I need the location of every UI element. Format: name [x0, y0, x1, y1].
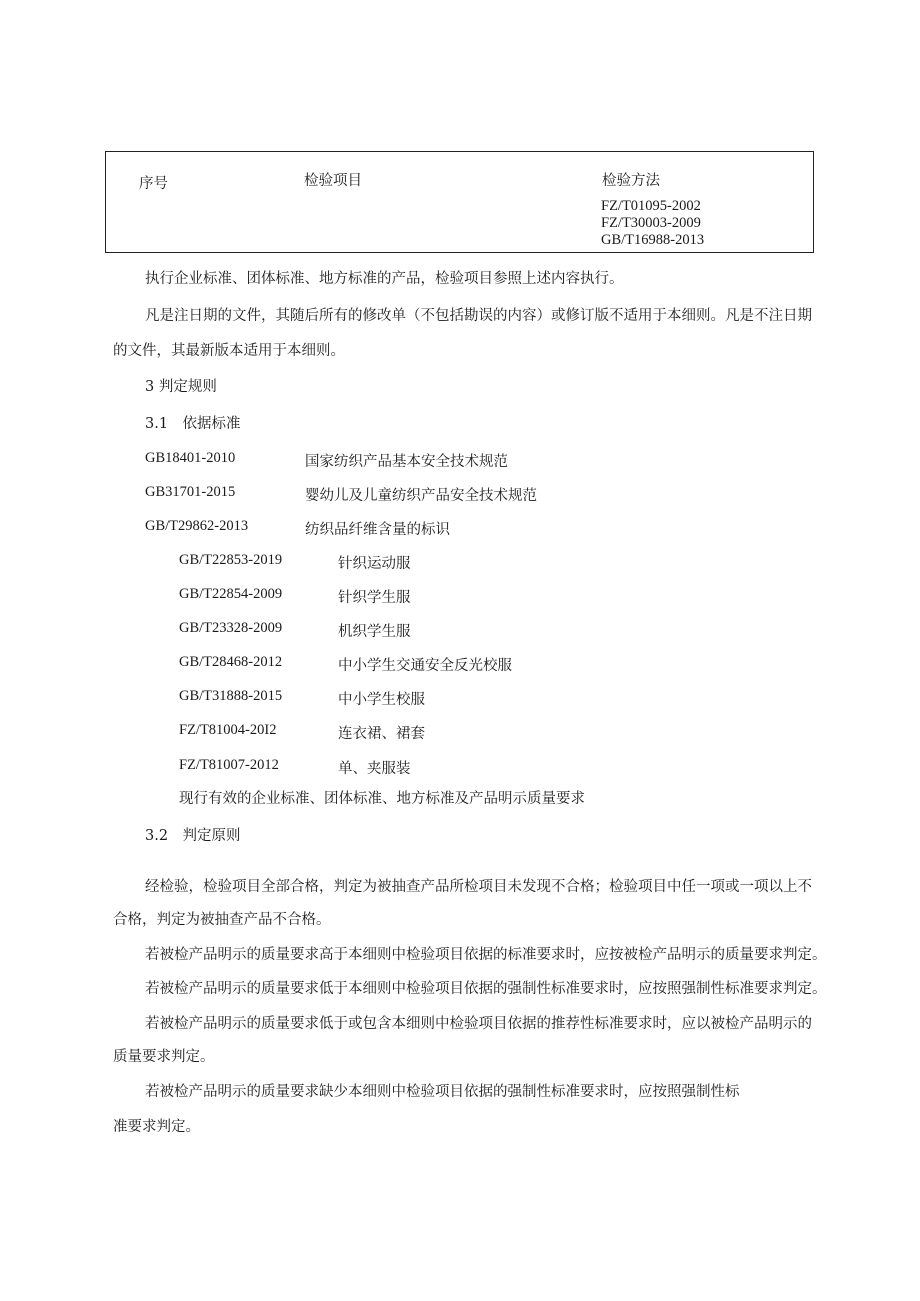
rule-4-line1: 若被检产品明示的质量要求低于或包含本细则中检验项目依据的推荐性标准要求时，应以被检产品明示的 — [145, 1016, 812, 1032]
standard-name: 中小学生交通安全反光校服 — [338, 658, 512, 674]
rule-1-line1: 经检验，检验项目全部合格，判定为被抽查产品所检项目未发现不合格；检验项目中任一项或一项以上不 — [145, 879, 812, 895]
standard-name: 中小学生校服 — [338, 692, 425, 708]
rule-1-line2: 合格，判定为被抽查产品不合格。 — [113, 912, 331, 928]
rule-4-line2: 质量要求判定。 — [113, 1049, 215, 1065]
table-header-item: 检验项目 — [304, 173, 362, 189]
standard-code: GB/T29862-2013 — [145, 518, 249, 534]
paragraph-dated-docs-line1: 凡是注日期的文件，其随后所有的修改单（不包括勘误的内容）或修订版不适用于本细则。凡是不注日期 — [145, 308, 812, 324]
paragraph-dated-docs-line2: 的文件，其最新版本适用于本细则。 — [113, 343, 345, 359]
standard-code: GB/T22854-2009 — [179, 586, 283, 602]
standard-code: GB/T28468-2012 — [179, 654, 283, 670]
methods-table — [105, 151, 814, 253]
standard-name: 连衣裙、裙套 — [338, 726, 425, 742]
standard-name: 单、夹服装 — [338, 761, 411, 777]
table-header-index: 序号 — [139, 176, 168, 192]
method-standard-3: GB/T16988-2013 — [601, 232, 705, 248]
section-3-2-title: 3.2 判定原则 — [145, 828, 241, 844]
method-standard-1: FZ/T01095-2002 — [601, 198, 701, 214]
rule-5-line2: 准要求判定。 — [113, 1119, 200, 1135]
standard-code: GB/T23328-2009 — [179, 620, 283, 636]
standard-code: FZ/T81007-2012 — [179, 757, 279, 773]
section-3-1-title: 3.1 依据标准 — [145, 416, 241, 432]
rule-5-line1: 若被检产品明示的质量要求缺少本细则中检验项目依据的强制性标准要求时，应按照强制性标 — [145, 1084, 740, 1100]
standard-name: 婴幼儿及儿童纺织产品安全技术规范 — [305, 488, 537, 504]
standard-code: GB31701-2015 — [145, 484, 236, 500]
standard-name: 国家纺织产品基本安全技术规范 — [305, 454, 508, 470]
section-3-title: 3 判定规则 — [145, 379, 217, 395]
paragraph-enterprise-standards: 执行企业标准、团体标准、地方标准的产品，检验项目参照上述内容执行。 — [145, 271, 624, 287]
standard-code: GB/T22853-2019 — [179, 552, 283, 568]
standards-note: 现行有效的企业标准、团体标准、地方标准及产品明示质量要求 — [179, 791, 585, 807]
standard-code: FZ/T81004-20I2 — [179, 722, 277, 738]
standard-code: GB18401-2010 — [145, 450, 236, 466]
rule-2: 若被检产品明示的质量要求高于本细则中检验项目依据的标准要求时，应按被检产品明示的质量要求判定。 — [145, 947, 827, 963]
standard-name: 针织学生服 — [338, 590, 411, 606]
table-header-method: 检验方法 — [602, 173, 660, 189]
standard-code: GB/T31888-2015 — [179, 688, 283, 704]
standard-name: 机织学生服 — [338, 624, 411, 640]
standard-name: 针织运动服 — [338, 556, 411, 572]
method-standard-2: FZ/T30003-2009 — [601, 215, 701, 231]
standard-name: 纺织品纤维含量的标识 — [305, 522, 450, 538]
rule-3: 若被检产品明示的质量要求低于本细则中检验项目依据的强制性标准要求时，应按照强制性标准要求判定。 — [145, 981, 827, 997]
